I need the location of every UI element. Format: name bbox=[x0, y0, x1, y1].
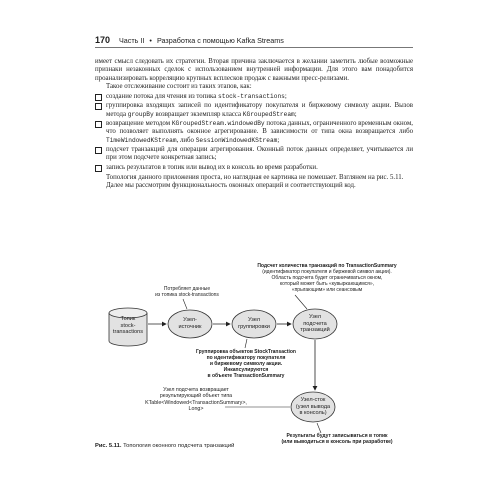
list-item bbox=[95, 120, 413, 145]
grouping-node-line: Узел bbox=[248, 317, 260, 323]
checkbox-bullet-icon bbox=[95, 147, 102, 154]
sink-node-line: Узел-сток bbox=[300, 397, 326, 403]
return-annotation-line: результирующий объект типа bbox=[159, 393, 233, 400]
code-identifier: TimeWindowedKStream bbox=[106, 136, 177, 144]
grouping-annotation-line: и биржевому символу акции. bbox=[209, 361, 283, 367]
connector-consume bbox=[183, 299, 187, 309]
count-annotation-line: Область подсчета будет ограничиваться окном, bbox=[271, 275, 383, 281]
sink-node-line: в консоль) bbox=[299, 410, 327, 417]
return-annotation-line: KTable<Windowed<TransactionSummary>, Long> bbox=[145, 399, 247, 413]
list-item bbox=[95, 146, 413, 163]
consume-line: из топика stock-transactions bbox=[155, 292, 219, 298]
checkbox-bullet-icon bbox=[95, 103, 102, 110]
grouping-node-label bbox=[232, 317, 276, 330]
connector-grouping-annotation bbox=[245, 339, 247, 348]
page-number: 170 bbox=[95, 35, 111, 45]
running-title bbox=[119, 36, 284, 45]
checkbox-bullet-icon bbox=[95, 94, 102, 101]
count-annotation-line: «прыгающим» или сеансовым bbox=[291, 287, 363, 293]
count-annotation-tumbling: «кувыркающимся», bbox=[328, 281, 375, 287]
consume-annotation bbox=[147, 286, 227, 298]
code-identifier: groupBy bbox=[127, 110, 154, 118]
result-annotation-line: (или выводиться в консоль при разработке) bbox=[281, 439, 393, 445]
connector-count-annotation bbox=[295, 295, 307, 309]
count-node-line: транзакций bbox=[300, 327, 330, 334]
list-item-text: ; bbox=[294, 110, 297, 118]
count-annotation-prefix: который может быть bbox=[279, 281, 329, 287]
list-item bbox=[95, 164, 413, 172]
sink-node-label bbox=[289, 397, 337, 417]
steps-list bbox=[95, 93, 413, 172]
checkbox-bullet-icon bbox=[95, 121, 102, 128]
list-item-text: потока данных, ограниченного временным окном, что позволяет выполнять оконное агрегирование. В зависимости от типа окна возвращается либо bbox=[106, 120, 413, 136]
topic-label-line: Топик bbox=[120, 316, 136, 322]
header-rule bbox=[95, 47, 413, 48]
body-text bbox=[95, 58, 413, 190]
caption-label: Рис. 5.11. bbox=[95, 443, 122, 449]
grouping-annotation-line: в объекте TransactionSummary bbox=[207, 373, 285, 379]
source-node-label bbox=[168, 317, 212, 330]
source-node-line: Узел- bbox=[183, 317, 197, 323]
count-node-label bbox=[293, 314, 337, 334]
return-annotation bbox=[141, 387, 251, 413]
result-annotation-line: Результаты будут записываться в топик bbox=[286, 433, 388, 439]
count-annotation-title: Подсчет количества транзакций по TransactionSummary bbox=[257, 263, 397, 269]
list-item bbox=[95, 93, 413, 101]
list-item-text: ; bbox=[277, 136, 280, 144]
count-annotation bbox=[247, 263, 407, 293]
topic-label bbox=[109, 316, 147, 336]
header-separator: • bbox=[149, 36, 152, 45]
grouping-node-line: группировки bbox=[238, 323, 270, 330]
connector-result bbox=[317, 423, 321, 433]
list-item-text: группировка входящих записей по идентификатору покупателя и биржевому символу акции. Вызов метода bbox=[106, 102, 413, 118]
code-identifier: stock-transactions bbox=[218, 93, 285, 101]
checkbox-bullet-icon bbox=[95, 165, 102, 172]
grouping-annotation-line: Инкапсулируются bbox=[223, 367, 269, 373]
page-header bbox=[95, 34, 413, 48]
grouping-annotation-line: по идентификатору покупателя bbox=[206, 355, 286, 361]
grouping-annotation bbox=[187, 349, 305, 379]
section-title: Разработка с помощью Kafka Streams bbox=[156, 36, 284, 45]
consume-line: Потребляет данные bbox=[163, 286, 211, 292]
list-item-text: подсчет транзакций для операции агрегирования. Оконный поток данных определяет, учитывается ли при этом подсчете конкретная запись; bbox=[106, 145, 413, 162]
list-item bbox=[95, 102, 413, 119]
intro-paragraph: имеет смысл следовать их стратегии. Вторая причина заключается в желании заметить любые возможные признаки незаконных сделок с использованием внутренней информации. Для этого вам понадобится проанализировать корреляцию крупных всплесков продаж с важными пресс-релизами. bbox=[95, 58, 413, 82]
topology-figure bbox=[95, 263, 413, 453]
return-annotation-line: Узел подсчета возвращает bbox=[163, 387, 229, 393]
list-item-text: , либо bbox=[176, 136, 196, 144]
code-identifier: KGroupedStream.windowedBy bbox=[171, 120, 265, 128]
code-identifier: KGroupedStream bbox=[242, 110, 295, 118]
list-item-text: создание потока для чтения из топика bbox=[106, 93, 219, 101]
list-item-text: запись результатов в топик или вывод их в консоль во время разработки. bbox=[106, 163, 318, 171]
code-identifier: SessionWindowedKStream bbox=[195, 136, 278, 144]
topic-label-line: transactions bbox=[112, 329, 144, 336]
count-node-line: Узел bbox=[309, 314, 321, 320]
figure-caption bbox=[95, 443, 413, 449]
list-item-text: ; bbox=[284, 93, 287, 101]
next-paragraph: Далее мы рассмотрим функциональность оконных операций и соответствующий код. bbox=[106, 182, 356, 190]
list-item-text: возвращение методом bbox=[106, 120, 172, 128]
list-item-text: возвращает экземпляр класса bbox=[153, 110, 243, 118]
topology-paragraph: Топология данного приложения проста, но наглядная ее картинка не помешает. Взглянем на рис. 5.11. bbox=[106, 173, 404, 181]
count-node-line: подсчета bbox=[303, 320, 327, 327]
grouping-annotation-line: Группировка объектов StockTransaction bbox=[196, 349, 296, 355]
part-label: Часть II bbox=[119, 36, 145, 45]
caption-text: Топология оконного подсчета транзакций bbox=[123, 443, 235, 449]
sink-node-line: (узел вывода bbox=[295, 403, 331, 410]
source-node-line: источник bbox=[178, 323, 202, 330]
topic-label-line: stock- bbox=[120, 322, 136, 329]
count-annotation-line: (идентификатор покупателя и биржевой символ акции). bbox=[262, 269, 392, 275]
steps-intro: Такое отслеживание состоит из таких этапов, как: bbox=[106, 82, 252, 90]
